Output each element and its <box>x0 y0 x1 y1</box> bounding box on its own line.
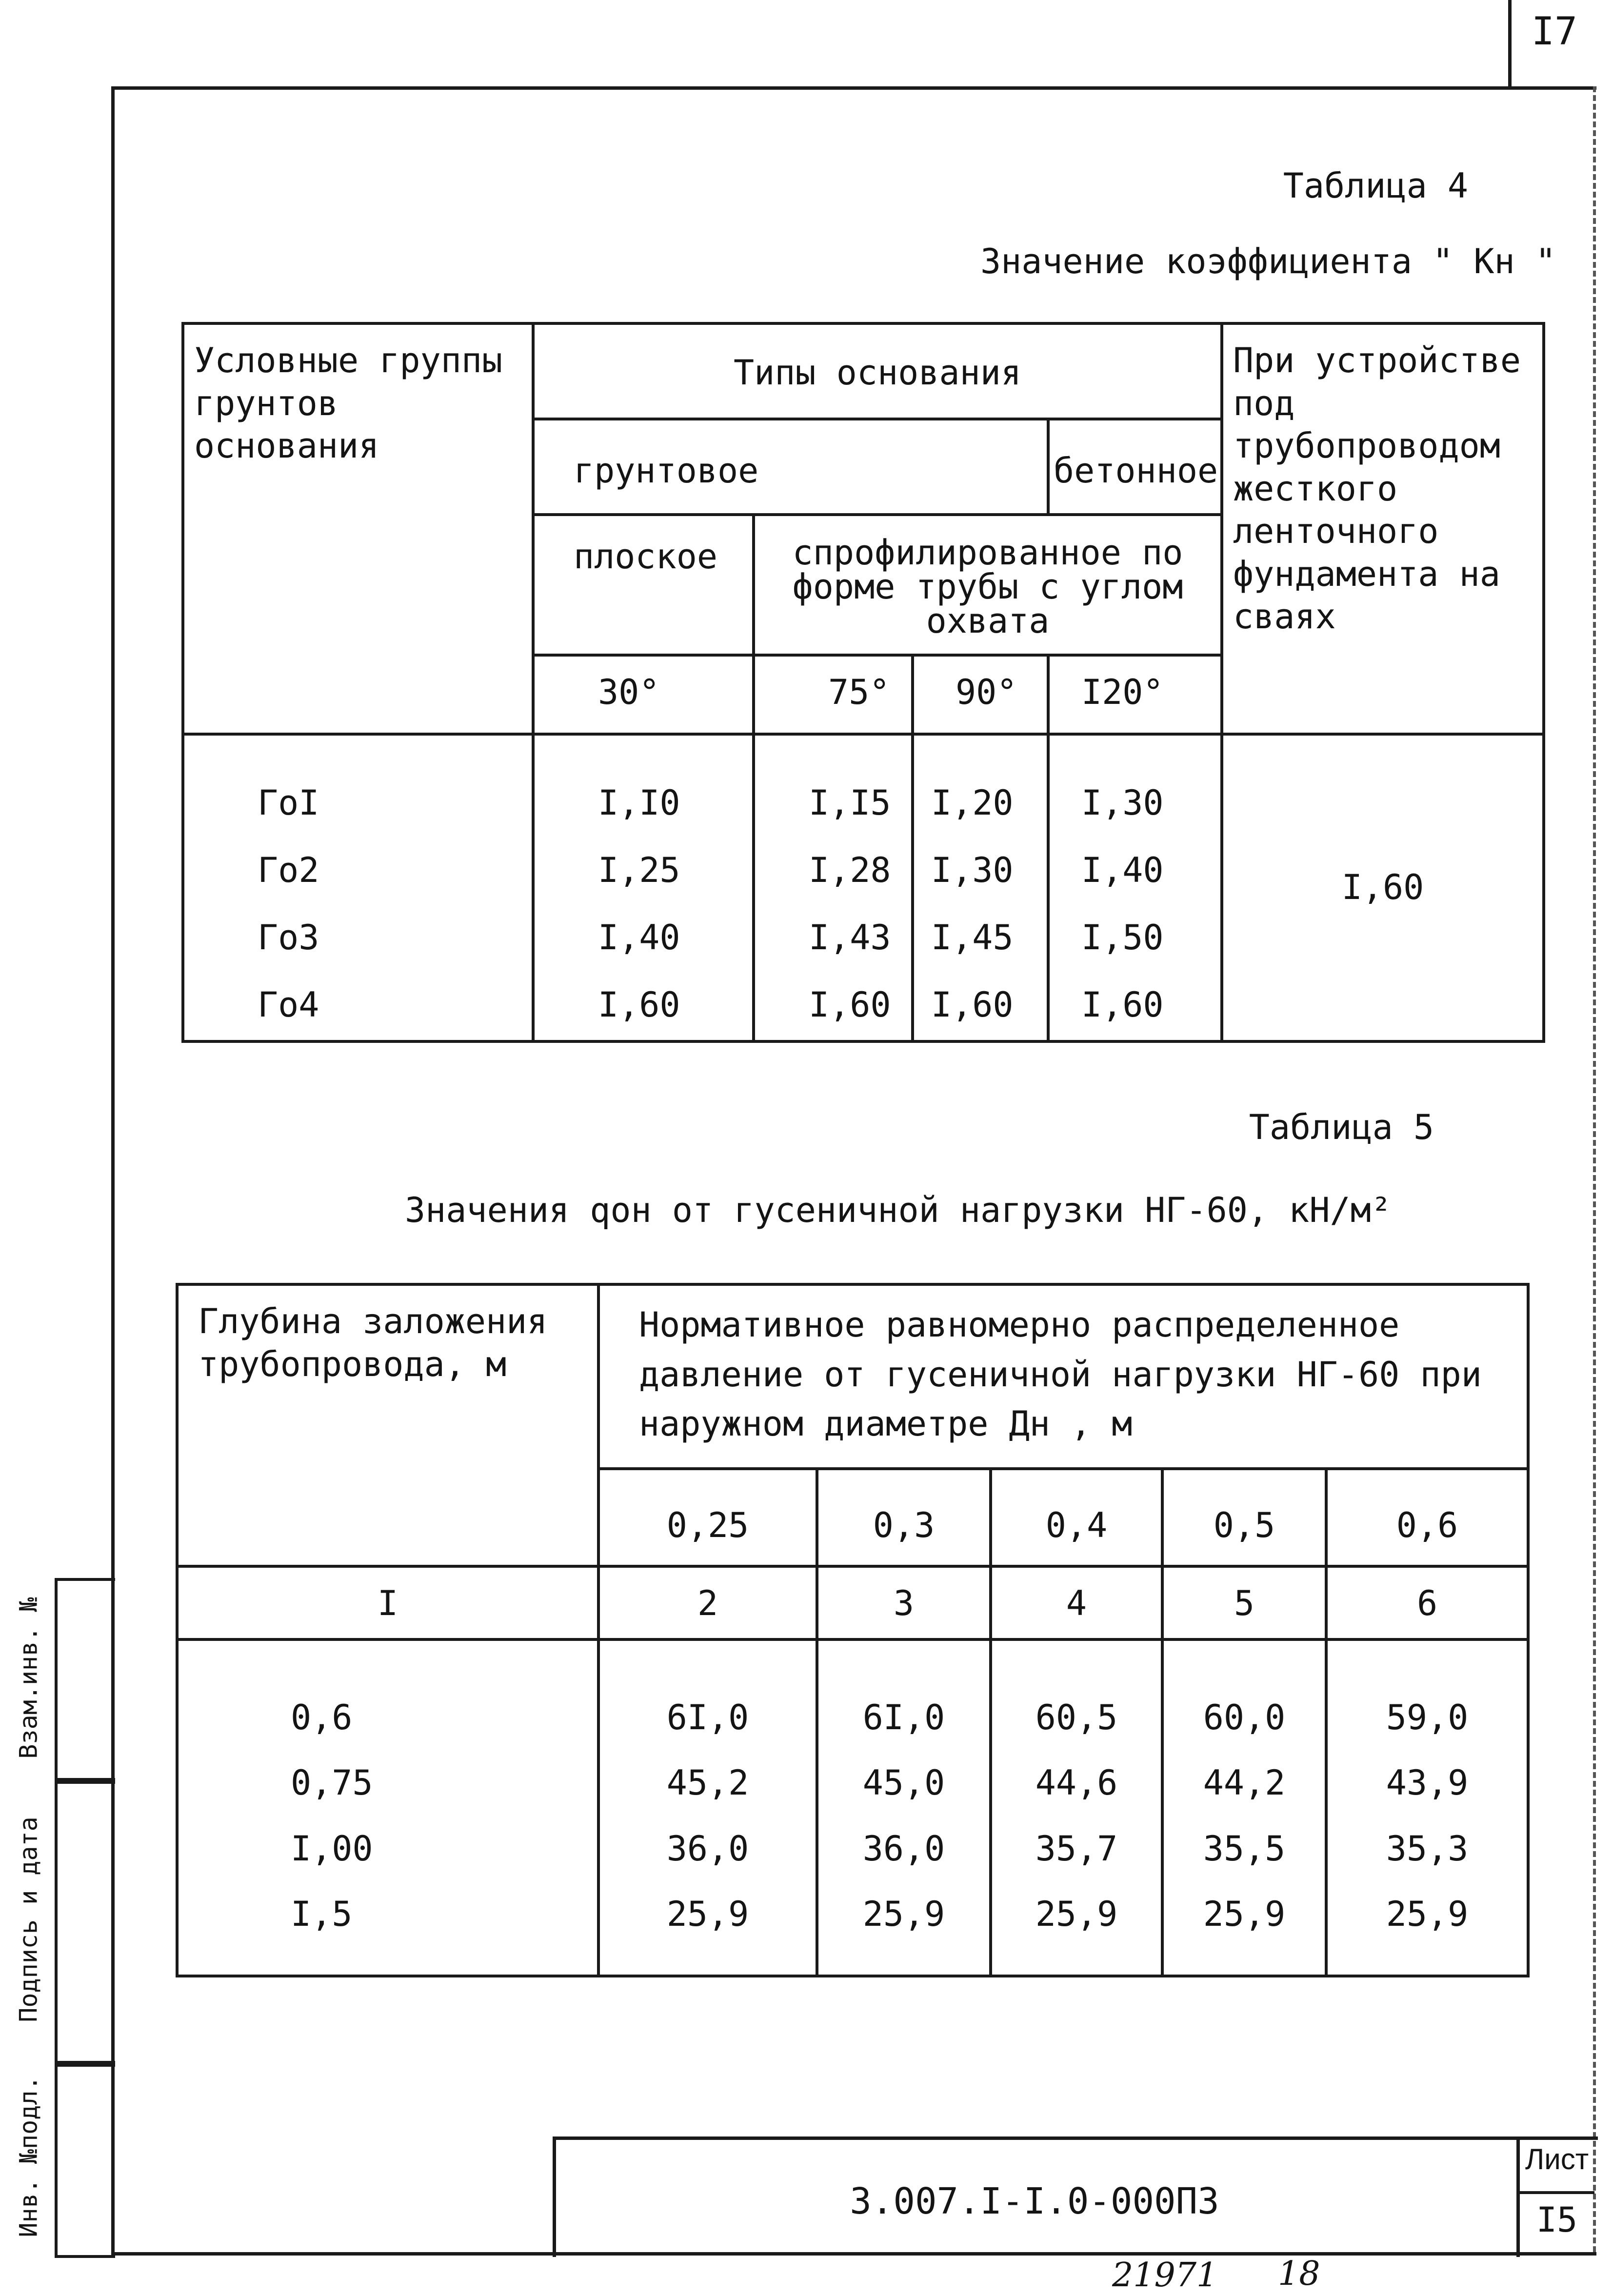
table5-colnum: 4 <box>991 1566 1162 1639</box>
table5-diameter: 0,4 <box>991 1469 1162 1566</box>
table4-cell: I,60 <box>931 984 1014 1025</box>
table4-header-flat: плоское <box>533 515 754 655</box>
table4-cell: I,60 <box>1081 984 1164 1025</box>
page-number: I7 <box>1532 10 1577 54</box>
table4-header-concrete: бетонное <box>1048 419 1222 515</box>
table5-col-05 <box>1162 1639 1326 1976</box>
table4-cell: I,60 <box>598 984 680 1025</box>
table4-header-profiled: спрофилированное по форме трубы с углом охвата <box>754 515 1222 655</box>
table5-colnum: I <box>177 1566 598 1639</box>
table5-col-025 <box>598 1639 817 1976</box>
archive-sheet: 18 <box>1278 2255 1320 2293</box>
table4-cell: I,50 <box>1081 917 1164 958</box>
table5-depth-column <box>177 1639 598 1976</box>
table5 <box>176 1283 1530 1977</box>
table4-row-group: ГоI <box>258 783 319 823</box>
table5-cell: 60,5 <box>1035 1697 1118 1737</box>
table4-angle-30: 30° <box>533 655 754 734</box>
table4-cell: I,I0 <box>598 783 680 823</box>
table4-a75-column <box>754 734 913 1041</box>
table5-row-depth: 0,6 <box>291 1697 353 1737</box>
stamp-cell-inv-original <box>55 2061 115 2258</box>
frame-top-border <box>111 86 1596 90</box>
table4-title: Значение коэффициента " Kн " <box>980 241 1556 281</box>
table5-cell: 45,2 <box>666 1763 749 1803</box>
table5-diameter: 0,6 <box>1326 1469 1528 1566</box>
table5-title: Значения qон от гусеничной нагрузки НГ-60, кН/м² <box>405 1190 1392 1230</box>
table4-angle-90: 90° <box>913 655 1048 734</box>
table5-col-04 <box>991 1639 1162 1976</box>
table4-header-groups: Условные группы грунтов основания <box>183 323 533 734</box>
table5-cell: 36,0 <box>666 1828 749 1869</box>
table4-pile-value: I,60 <box>1222 734 1544 1041</box>
table5-diameter: 0,5 <box>1162 1469 1326 1566</box>
table5-cell: 45,0 <box>862 1763 945 1803</box>
table5-cell: 6I,0 <box>862 1697 945 1737</box>
sheet-number: I5 <box>1536 2200 1578 2240</box>
table5-colnum: 2 <box>598 1566 817 1639</box>
table5-header-pressure: Нормативное равномерно распределенное давление от гусеничной нагрузки НГ-60 при наружном диаметре Дн , м <box>598 1284 1528 1469</box>
table5-cell: 25,9 <box>1386 1894 1469 1935</box>
table4-header-types: Типы основания <box>533 323 1222 419</box>
table5-cell: 35,7 <box>1035 1828 1118 1869</box>
table5-cell: 35,5 <box>1203 1828 1286 1869</box>
table5-cell: 44,6 <box>1035 1763 1118 1803</box>
frame-right-border <box>1593 86 1596 2252</box>
table4-flat-column <box>533 734 754 1041</box>
table5-cell: 25,9 <box>862 1894 945 1935</box>
table5-diameter: 0,3 <box>817 1469 991 1566</box>
table4-header-pile: При устройстве под трубопроводом жесткого ленточного фундамента на сваях <box>1222 323 1544 734</box>
table5-diameter: 0,25 <box>598 1469 817 1566</box>
table5-cell: 59,0 <box>1386 1697 1469 1737</box>
table4-a90-column <box>913 734 1048 1041</box>
table5-col-03 <box>817 1639 991 1976</box>
table5-cell: 60,0 <box>1203 1697 1286 1737</box>
table4-group-column <box>183 734 533 1041</box>
table5-cell: 43,9 <box>1386 1763 1469 1803</box>
table5-cell: 35,3 <box>1386 1828 1469 1869</box>
table4-row-group: Го3 <box>258 917 319 958</box>
table5-cell: 25,9 <box>1035 1894 1118 1935</box>
table4-header-soil: грунтовое <box>533 419 1048 515</box>
archive-number: 21971 <box>1112 2256 1218 2295</box>
page-number-divider <box>1508 0 1512 88</box>
table4-cell: I,45 <box>931 917 1014 958</box>
table5-col-06 <box>1326 1639 1528 1976</box>
table5-header-depth: Глубина заложения трубопровода, м <box>177 1284 598 1566</box>
table4-cell: I,40 <box>598 917 680 958</box>
table4-cell: I,30 <box>1081 783 1164 823</box>
table5-row-depth: I,5 <box>291 1894 353 1935</box>
table5-cell: 6I,0 <box>666 1697 749 1737</box>
table4-cell: I,28 <box>809 850 891 890</box>
stamp-cell-replaced-inv <box>55 1578 115 1784</box>
table4-cell: I,20 <box>931 783 1014 823</box>
table4-row-group: Го2 <box>258 850 319 890</box>
table5-cell: 25,9 <box>666 1894 749 1935</box>
table4 <box>181 322 1545 1043</box>
table5-cell: 44,2 <box>1203 1763 1286 1803</box>
sheet-label: Лист <box>1525 2143 1589 2176</box>
table4-caption: Таблица 4 <box>1283 166 1468 206</box>
table4-cell: I,25 <box>598 850 680 890</box>
table4-cell: I,43 <box>809 917 891 958</box>
table4-angle-75: 75° <box>754 655 913 734</box>
document-designation: 3.007.I-I.0-000ПЗ <box>850 2180 1219 2222</box>
table5-row-depth: 0,75 <box>291 1763 373 1803</box>
stamp-label-replaced-inv: Взам.инв. № <box>15 1597 43 1759</box>
table5-colnum: 3 <box>817 1566 991 1639</box>
table5-cell: 25,9 <box>1203 1894 1286 1935</box>
stamp-cell-signature-date <box>55 1778 115 2067</box>
table4-cell: I,60 <box>809 984 891 1025</box>
table5-row-depth: I,00 <box>291 1828 373 1869</box>
table5-caption: Таблица 5 <box>1249 1107 1434 1147</box>
table4-cell: I,I5 <box>809 783 891 823</box>
table4-row-group: Го4 <box>258 984 319 1025</box>
stamp-label-signature-date: Подпись и дата <box>15 1817 43 2022</box>
stamp-label-inv-original: Инв. №подл. <box>15 2076 43 2237</box>
table4-angle-120: I20° <box>1048 655 1222 734</box>
sheet-box-divider <box>1516 2191 1594 2194</box>
table4-cell: I,30 <box>931 850 1014 890</box>
table5-colnum: 6 <box>1326 1566 1528 1639</box>
table4-a120-column <box>1048 734 1222 1041</box>
table4-cell: I,40 <box>1081 850 1164 890</box>
table5-colnum: 5 <box>1162 1566 1326 1639</box>
table5-cell: 36,0 <box>862 1828 945 1869</box>
